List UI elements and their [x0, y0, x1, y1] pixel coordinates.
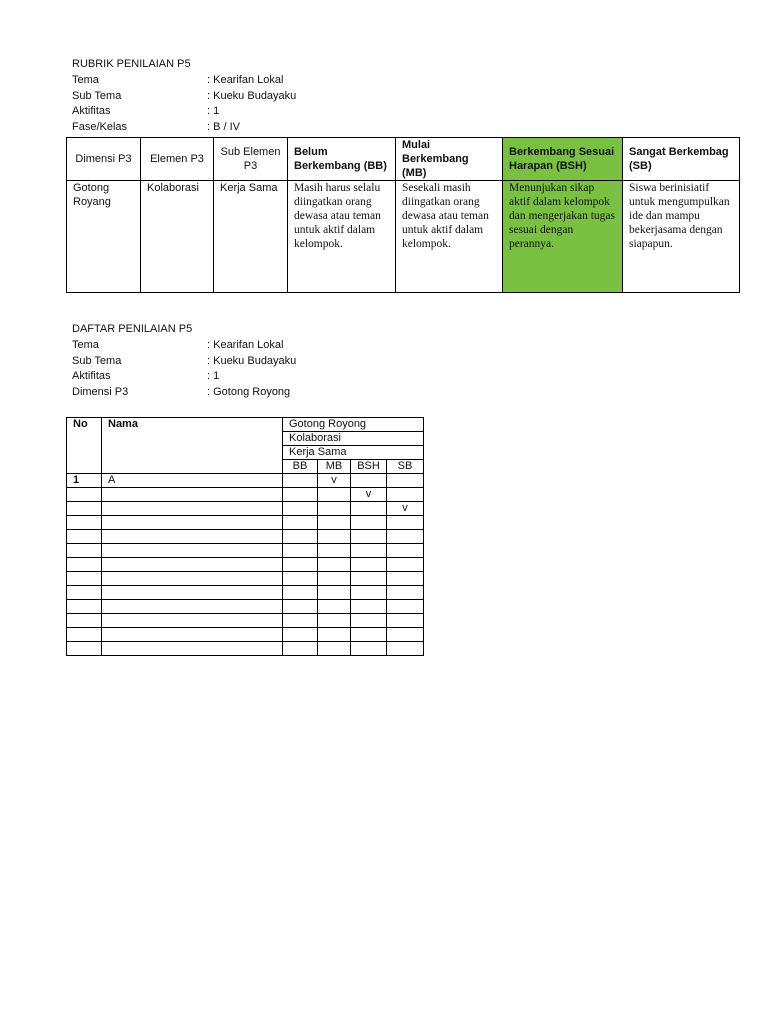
cell-no	[67, 488, 102, 502]
cell-mb	[318, 600, 351, 614]
table-row	[67, 600, 424, 614]
cell-bb	[283, 544, 318, 558]
cell-nama	[102, 516, 283, 530]
cell-bb	[283, 488, 318, 502]
header-sb: Sangat Berkembag (SB)	[623, 138, 740, 181]
cell-nama	[102, 530, 283, 544]
rubrik-title: RUBRIK PENILAIAN P5	[72, 58, 191, 70]
header-mb: Mulai Berkembang (MB)	[396, 138, 503, 181]
cell-no	[67, 516, 102, 530]
table-row	[67, 488, 424, 502]
cell-no	[67, 642, 102, 656]
cell-bsh	[351, 544, 387, 558]
meta-value: : Kearifan Lokal	[207, 339, 284, 351]
header-no: No	[67, 418, 102, 474]
table-row	[67, 558, 424, 572]
cell-no	[67, 586, 102, 600]
cell-mb	[318, 558, 351, 572]
cell-bb	[283, 530, 318, 544]
table-row	[67, 642, 424, 656]
cell-sb	[387, 642, 424, 656]
header-sub-elemen: Sub Elemen P3	[214, 138, 288, 181]
meta-value: : Gotong Royong	[207, 386, 291, 398]
header-level-mb: MB	[318, 460, 351, 474]
cell-mb	[318, 586, 351, 600]
cell-no	[67, 530, 102, 544]
meta-key: Sub Tema	[72, 355, 122, 367]
cell-mb	[318, 530, 351, 544]
rubric-row	[67, 181, 740, 293]
cell-bsh	[351, 586, 387, 600]
cell-no: 1	[67, 474, 102, 488]
meta-key: Aktifitas	[72, 370, 111, 382]
header-bb: Belum Berkembang (BB)	[288, 138, 396, 181]
header-dimensi: Dimensi P3	[67, 138, 141, 181]
cell-nama	[102, 502, 283, 516]
daftar-title: DAFTAR PENILAIAN P5	[72, 323, 193, 335]
meta-key: Aktifitas	[72, 105, 111, 117]
meta-key: Dimensi P3	[72, 386, 129, 398]
cell-bb	[283, 516, 318, 530]
cell-mb	[318, 488, 351, 502]
cell-elemen: Kolaborasi	[141, 181, 214, 293]
cell-nama	[102, 544, 283, 558]
cell-no	[67, 600, 102, 614]
cell-sb	[387, 558, 424, 572]
cell-sb	[387, 628, 424, 642]
cell-sb	[387, 488, 424, 502]
cell-mb	[318, 516, 351, 530]
cell-no	[67, 544, 102, 558]
assessment-table	[66, 417, 424, 656]
cell-bb	[283, 502, 318, 516]
meta-key: Fase/Kelas	[72, 121, 128, 133]
cell-sb	[387, 600, 424, 614]
table-row	[67, 502, 424, 516]
table-row	[67, 628, 424, 642]
rubric-table	[66, 137, 740, 293]
cell-bb: Masih harus selalu diingatkan orang dewasa atau teman untuk aktif dalam kelompok.	[288, 181, 396, 293]
header-row-dimensi	[67, 418, 424, 432]
cell-no	[67, 558, 102, 572]
meta-key: Tema	[72, 339, 99, 351]
table-row	[67, 474, 424, 488]
cell-bsh	[351, 516, 387, 530]
cell-nama	[102, 586, 283, 600]
cell-sb	[387, 530, 424, 544]
header-elemen: Elemen P3	[141, 138, 214, 181]
meta-value: : 1	[207, 370, 220, 382]
cell-mb	[318, 614, 351, 628]
cell-bsh	[351, 642, 387, 656]
cell-mb: Sesekali masih diingatkan orang dewasa atau teman untuk aktif dalam kelompok.	[396, 181, 503, 293]
meta-key: Sub Tema	[72, 90, 122, 102]
table-row	[67, 572, 424, 586]
cell-mb	[318, 502, 351, 516]
rubric-header-row	[67, 138, 740, 181]
cell-sb	[387, 544, 424, 558]
cell-bsh	[351, 502, 387, 516]
meta-value: : 1	[207, 105, 220, 117]
cell-sb	[387, 516, 424, 530]
cell-bsh	[351, 474, 387, 488]
cell-mb	[318, 544, 351, 558]
cell-bb	[283, 558, 318, 572]
cell-bsh	[351, 530, 387, 544]
cell-bb	[283, 642, 318, 656]
header-elemen: Kolaborasi	[283, 432, 424, 446]
meta-value: : B / IV	[207, 121, 241, 133]
cell-nama	[102, 572, 283, 586]
cell-mb	[318, 642, 351, 656]
cell-nama	[102, 642, 283, 656]
cell-mb	[318, 628, 351, 642]
cell-nama: A	[102, 474, 283, 488]
meta-value: : Kueku Budayaku	[207, 355, 297, 367]
cell-nama	[102, 628, 283, 642]
cell-sb	[387, 614, 424, 628]
meta-value: : Kueku Budayaku	[207, 90, 297, 102]
cell-bb	[283, 628, 318, 642]
cell-dimensi: Gotong Royang	[67, 181, 141, 293]
cell-nama	[102, 614, 283, 628]
table-row	[67, 544, 424, 558]
cell-bsh	[351, 558, 387, 572]
cell-bsh	[351, 572, 387, 586]
cell-sb: Siswa berinisiatif untuk mengumpulkan ide dan mampu bekerjasama dengan siapapun.	[623, 181, 740, 293]
cell-bsh	[351, 628, 387, 642]
cell-sub-elemen: Kerja Sama	[214, 181, 288, 293]
cell-sb: v	[387, 502, 424, 516]
header-dimensi: Gotong Royong	[283, 418, 424, 432]
header-bsh: Berkembang Sesuai Harapan (BSH)	[503, 138, 623, 181]
cell-bb	[283, 600, 318, 614]
cell-nama	[102, 558, 283, 572]
cell-bb	[283, 586, 318, 600]
cell-bb	[283, 614, 318, 628]
cell-sb	[387, 572, 424, 586]
cell-bsh	[351, 600, 387, 614]
cell-bsh	[351, 614, 387, 628]
cell-sb	[387, 586, 424, 600]
cell-mb	[318, 572, 351, 586]
cell-bsh: v	[351, 488, 387, 502]
header-level-bsh: BSH	[351, 460, 387, 474]
cell-bsh: Menunjukan sikap aktif dalam kelompok dan mengerjakan tugas sesuai dengan perannya.	[503, 181, 623, 293]
table-row	[67, 516, 424, 530]
header-level-sb: SB	[387, 460, 424, 474]
cell-no	[67, 572, 102, 586]
cell-no	[67, 614, 102, 628]
table-row	[67, 586, 424, 600]
cell-no	[67, 502, 102, 516]
cell-bb	[283, 572, 318, 586]
cell-nama	[102, 488, 283, 502]
header-sub-elemen: Kerja Sama	[283, 446, 424, 460]
meta-value: : Kearifan Lokal	[207, 74, 284, 86]
cell-mb: v	[318, 474, 351, 488]
table-row	[67, 614, 424, 628]
cell-nama	[102, 600, 283, 614]
cell-bb	[283, 474, 318, 488]
meta-key: Tema	[72, 74, 99, 86]
cell-sb	[387, 474, 424, 488]
header-nama: Nama	[102, 418, 283, 474]
cell-no	[67, 628, 102, 642]
table-row	[67, 530, 424, 544]
header-level-bb: BB	[283, 460, 318, 474]
